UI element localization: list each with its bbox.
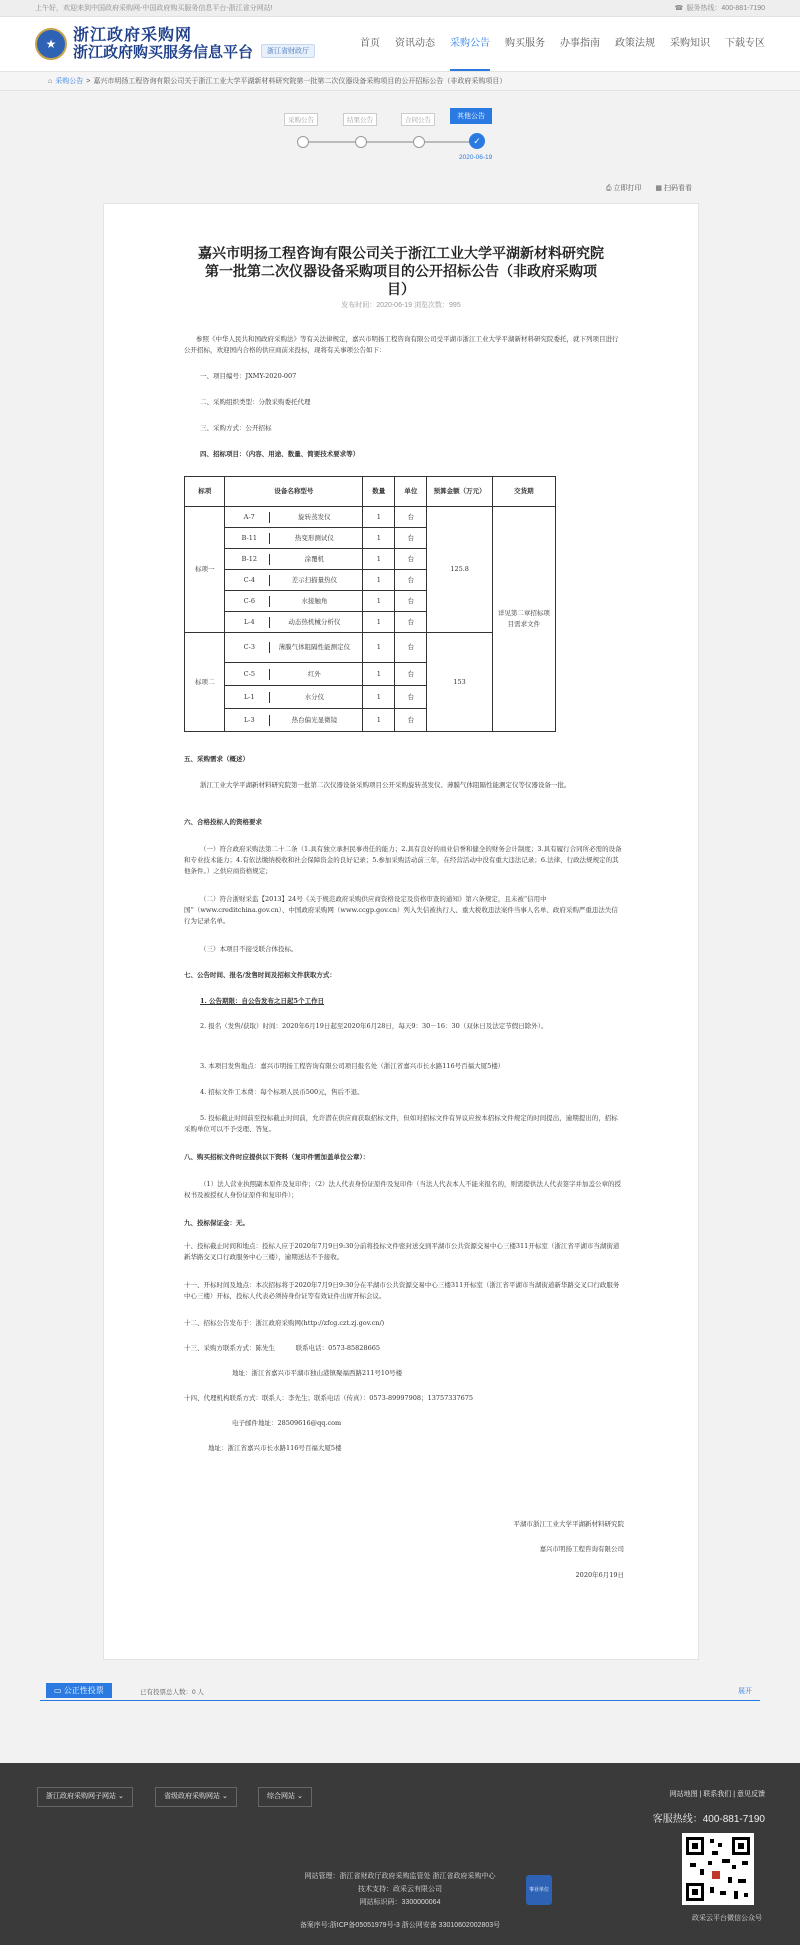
chevron-down-icon: ⌄ bbox=[117, 1793, 124, 1800]
item-unit: 台 bbox=[395, 591, 427, 612]
expand-link[interactable]: 展开 bbox=[738, 1688, 752, 1695]
section-9: 九、投标保证金：无。 bbox=[184, 1219, 249, 1227]
footer-btn-label: 综合网站 bbox=[267, 1793, 295, 1800]
item-code: B-11 bbox=[229, 533, 270, 544]
site-header bbox=[0, 17, 800, 71]
footer-provincial-dropdown[interactable] bbox=[155, 1787, 237, 1807]
section-14-email[interactable]: 电子邮件地址：28509616@qq.com bbox=[232, 1419, 342, 1427]
item-name: 差示扫描量热仪 bbox=[291, 575, 338, 584]
nav-download[interactable]: 下载专区 bbox=[725, 38, 765, 49]
bid-group-2: 标项二 bbox=[185, 633, 225, 732]
nav-announcements[interactable]: 采购公告 bbox=[450, 17, 490, 71]
doc-meta: 发布时间：2020-06-19 浏览次数：995 bbox=[341, 302, 461, 309]
section-13: 十三、采购方联系方式：陈先生 联系电话：0573-85828665 bbox=[184, 1344, 380, 1352]
section-1: 一、项目编号：JXMY-2020-007 bbox=[200, 372, 297, 380]
item-name: 旋转蒸发仪 bbox=[298, 512, 331, 521]
nav-news[interactable]: 资讯动态 bbox=[395, 38, 435, 49]
signature-org-2: 嘉兴市明扬工程咨询有限公司 bbox=[539, 1545, 624, 1553]
site-title-2: 浙江政府购买服务信息平台 bbox=[73, 44, 254, 61]
emblem-icon: ★ bbox=[35, 28, 67, 60]
item-name: 水接触角 bbox=[301, 596, 328, 605]
item-unit: 台 bbox=[395, 549, 427, 570]
breadcrumb bbox=[0, 71, 800, 91]
gov-badge-text: 事业单位 bbox=[528, 1887, 549, 1893]
nav-guide[interactable]: 办事指南 bbox=[560, 38, 600, 49]
nav-home[interactable]: 首页 bbox=[360, 38, 380, 49]
check-icon[interactable]: ✓ bbox=[469, 133, 485, 149]
site-logo[interactable] bbox=[35, 27, 315, 61]
section-7-time: 2. 报名（发售/获取）时间：2020年6月19日起至2020年6月28日，每天9：30－16：30（双休日及法定节假日除外）。 bbox=[200, 1022, 548, 1030]
item-qty: 1 bbox=[363, 612, 395, 633]
step-label-4-active[interactable]: 其他公告 bbox=[450, 108, 492, 124]
item-unit: 台 bbox=[395, 633, 427, 663]
item-unit: 台 bbox=[395, 663, 427, 686]
item-code: A-7 bbox=[229, 512, 270, 523]
top-bar bbox=[0, 0, 800, 17]
section-7-period: 1. 公告期限：自公告发布之日起5个工作日 bbox=[200, 997, 325, 1005]
item-qty: 1 bbox=[363, 633, 395, 663]
item-qty: 1 bbox=[363, 663, 395, 686]
phone-icon: ☎ bbox=[674, 5, 684, 12]
footer-links[interactable]: 网站地图 | 联系我们 | 意见反馈 bbox=[669, 1791, 765, 1798]
top-hotline-text: 服务热线：400-881-7190 bbox=[686, 5, 765, 12]
step-connector bbox=[423, 141, 471, 143]
section-7-note: 5. 投标截止时间前至投标截止时间前，允许潜在供应商获取招标文件，但如对招标文件有异议应按本招标文件规定的时间提出，逾期提出的，招标采购单位可以不予受理、答复。 bbox=[184, 1114, 618, 1133]
signature-date: 2020年6月19日 bbox=[575, 1571, 624, 1579]
doc-title-line: 嘉兴市明扬工程咨询有限公司关于浙江工业大学平湖新材料研究院 bbox=[198, 245, 604, 261]
top-hotline bbox=[675, 3, 765, 13]
item-unit: 台 bbox=[395, 528, 427, 549]
scan-label: 扫码看看 bbox=[664, 185, 692, 192]
chat-icon: ▭ bbox=[54, 1686, 62, 1695]
item-qty: 1 bbox=[363, 570, 395, 591]
gov-badge-icon[interactable] bbox=[526, 1875, 552, 1905]
item-code: C-6 bbox=[229, 596, 270, 607]
section-6-item-2: （二）符合浙财采监【2013】24号《关于规范政府采购供应商资格设定及资格审查的通知》第六条规定，且未被“信用中国”（www.creditchina.gov.cn）、中国政府采购网（www.ccgp.gov.cn）列入失信被执行人、重大税收违法案件当事人名单、政府采购严重违法失信行为记录名单。 bbox=[184, 895, 618, 925]
home-icon[interactable]: ⌂ bbox=[48, 77, 53, 85]
item-unit: 台 bbox=[395, 507, 427, 528]
step-label-1[interactable]: 采购公告 bbox=[284, 113, 318, 126]
welcome-text: 上午好，欢迎来到中国政府采购网-中国政府购买服务信息平台-浙江省分网站! bbox=[35, 5, 273, 12]
qr-caption: 政采云平台微信公众号 bbox=[692, 1915, 762, 1922]
intro-paragraph: 参照《中华人民共和国政府采购法》等有关法律规定，嘉兴市明扬工程咨询有限公司受平湖市浙江工业大学平湖新材料研究院委托，就下列项目进行公开招标，欢迎国内合格的供应商前来投标，现将有关事项公告如下： bbox=[184, 335, 619, 354]
step-dot-2[interactable] bbox=[355, 136, 367, 148]
doc-actions bbox=[606, 183, 692, 193]
section-14-address: 地址：浙江省嘉兴市长水路116号百福大厦5楼 bbox=[208, 1444, 342, 1452]
item-name: 热变形测试仪 bbox=[294, 533, 334, 542]
section-4: 四、招标项目：（内容、用途、数量、简要技术要求等） bbox=[200, 450, 360, 458]
table-header: 设备名称型号 bbox=[225, 477, 363, 507]
footer-tech-support: 技术支持：政采云有限公司 bbox=[358, 1886, 442, 1893]
qr-icon: ▦ bbox=[655, 185, 663, 192]
footer-site-id: 网站标识码：3300000064 bbox=[359, 1899, 441, 1906]
nav-policy[interactable]: 政策法规 bbox=[615, 38, 655, 49]
section-8: 八、购买招标文件时应提供以下资料（复印件需加盖单位公章）： bbox=[184, 1153, 370, 1161]
step-dot-1[interactable] bbox=[297, 136, 309, 148]
breadcrumb-root[interactable]: 采购公告 bbox=[55, 78, 84, 85]
step-date: 2020-06-19 bbox=[459, 154, 493, 161]
announcement-document bbox=[103, 203, 699, 1660]
print-button[interactable] bbox=[606, 183, 642, 193]
site-footer bbox=[0, 1763, 800, 1945]
site-title-1: 浙江政府采购网 bbox=[73, 27, 193, 44]
doc-title-line: 第一批第二次仪器设备采购项目的公开招标公告（非政府采购项 bbox=[205, 263, 597, 279]
item-name: 水分仪 bbox=[304, 692, 325, 701]
main-nav bbox=[345, 17, 765, 71]
footer-icp[interactable]: 备案序号:浙ICP备05051979号-3 浙公网安备 33010602002803号 bbox=[299, 1922, 501, 1929]
breadcrumb-separator: > bbox=[86, 77, 91, 85]
item-code: L-1 bbox=[229, 692, 270, 703]
footer-btn-label: 省级政府采购网站 bbox=[164, 1793, 220, 1800]
table-header: 交货期 bbox=[492, 477, 555, 507]
section-6: 六、合格投标人的资格要求 bbox=[184, 818, 262, 826]
item-name: 热台偏光显微镜 bbox=[291, 715, 338, 724]
breadcrumb-current: 嘉兴市明扬工程咨询有限公司关于浙江工业大学平湖新材料研究院第一批第二次仪器设备采购项目的公开招标公告（非政府采购项目） bbox=[93, 78, 507, 85]
table-row bbox=[185, 507, 556, 528]
step-label-2[interactable]: 结果公告 bbox=[343, 113, 377, 126]
doc-title-line: 目） bbox=[387, 281, 415, 297]
budget-1: 125.8 bbox=[427, 507, 492, 633]
vote-count: 已有投票总人数：0 人 bbox=[140, 1689, 204, 1696]
table-header: 预算金额（万元） bbox=[427, 477, 492, 507]
delivery-cell: 详见第二章招标项目需求文件 bbox=[492, 507, 555, 732]
section-5: 五、采购需求（概述） bbox=[184, 755, 249, 763]
section-5-body: 浙江工业大学平湖新材料研究院第一批第二次仪器设备采购项目公开采购旋转蒸发仪、薄膜气体阻隔性能测定仪等仪器设备一批。 bbox=[200, 781, 571, 789]
item-name: 涂覆机 bbox=[304, 554, 325, 563]
item-name: 薄膜气体阻隔性能测定仪 bbox=[278, 643, 351, 651]
section-13-address: 地址：浙江省嘉兴市平湖市独山港镇聚福西路211号10号楼 bbox=[232, 1369, 403, 1377]
step-connector bbox=[365, 141, 413, 143]
section-14: 十四、代理机构联系方式：联系人：李先生；联系电话（传真）：0573-89997908；13757337675 bbox=[184, 1394, 474, 1402]
printer-icon: ⎙ bbox=[605, 185, 612, 192]
item-unit: 台 bbox=[395, 709, 427, 732]
item-code: L-3 bbox=[229, 715, 270, 726]
item-qty: 1 bbox=[363, 709, 395, 732]
section-11: 十一、开标时间及地点：本次招标将于2020年7月9日9:30分在平湖市公共资源交易中心三楼311开标室（浙江省平湖市当湖街道新华路交叉口行政服务中心三楼）开标，投标人代表必须持身份证等有效证件出席开标会议。 bbox=[184, 1281, 620, 1300]
footer-btn-label: 浙江政府采购网子网站 bbox=[46, 1793, 116, 1800]
section-7-fee: 4. 招标文件工本费：每个标项人民币500元，售后不退。 bbox=[200, 1088, 364, 1096]
step-connector bbox=[307, 141, 355, 143]
section-7: 七、公告时间、报名/发售时间及招标文件获取方式： bbox=[184, 971, 336, 979]
item-code: C-5 bbox=[229, 669, 270, 680]
item-qty: 1 bbox=[363, 507, 395, 528]
item-code: L-4 bbox=[229, 617, 270, 628]
scan-button[interactable] bbox=[655, 183, 692, 193]
step-dot-3[interactable] bbox=[413, 136, 425, 148]
bid-group-1: 标项一 bbox=[185, 507, 225, 633]
footer-general-dropdown[interactable] bbox=[258, 1787, 312, 1807]
vote-bar bbox=[40, 1681, 760, 1699]
item-unit: 台 bbox=[395, 612, 427, 633]
item-qty: 1 bbox=[363, 686, 395, 709]
footer-subsites-dropdown[interactable] bbox=[37, 1787, 133, 1807]
item-qty: 1 bbox=[363, 591, 395, 612]
footer-hotline: 客服热线：400-881-7190 bbox=[652, 1814, 765, 1825]
item-code: C-3 bbox=[229, 642, 270, 653]
vote-title-text: 公正性投票 bbox=[63, 1686, 104, 1695]
item-name: 红外 bbox=[307, 669, 321, 678]
budget-2: 153 bbox=[427, 633, 492, 732]
vote-divider bbox=[40, 1700, 760, 1701]
table-header: 标项 bbox=[185, 477, 225, 507]
section-2: 二、采购组织类型：分散采购委托代理 bbox=[200, 398, 311, 406]
footer-management: 网站管理：浙江省财政厅政府采购监管处 浙江省政府采购中心 bbox=[304, 1873, 496, 1880]
item-unit: 台 bbox=[395, 570, 427, 591]
section-6-item-3: （三）本项目不接受联合体投标。 bbox=[200, 945, 298, 953]
table-header: 单位 bbox=[395, 477, 427, 507]
item-code: B-12 bbox=[229, 554, 270, 565]
table-header: 数量 bbox=[363, 477, 395, 507]
section-7-location: 3. 本项目发售地点：嘉兴市明扬工程咨询有限公司项目报名处（浙江省嘉兴市长水路116号百福大厦5楼） bbox=[200, 1062, 505, 1070]
item-name: 动态热机械分析仪 bbox=[288, 617, 341, 626]
section-10: 十、投标截止时间和地点：投标人应于2020年7月9日9:30分前将投标文件密封送交到平湖市公共资源交易中心三楼311开标室（浙江省平湖市当湖街道新华路交叉口行政服务中心三楼），逾期送达不予接收。 bbox=[184, 1242, 620, 1261]
section-8-body: （1）法人营业执照副本原件及复印件；（2）法人代表身份证原件及复印件（当法人代表本人不能来报名的，则需提供法人代表签字并加盖公章的授权书及被授权人身份证原件和复印件）； bbox=[184, 1180, 622, 1199]
signature-org-1: 平湖市浙江工业大学平湖新材料研究院 bbox=[513, 1520, 624, 1528]
item-code: C-4 bbox=[229, 575, 270, 586]
vote-title[interactable] bbox=[46, 1683, 112, 1698]
step-label-3[interactable]: 合同公告 bbox=[401, 113, 435, 126]
nav-services[interactable]: 购买服务 bbox=[505, 38, 545, 49]
chevron-down-icon: ⌄ bbox=[296, 1793, 303, 1800]
bid-table bbox=[184, 476, 556, 732]
qr-code-image bbox=[682, 1833, 754, 1905]
item-qty: 1 bbox=[363, 528, 395, 549]
section-3: 三、采购方式：公开招标 bbox=[200, 424, 272, 432]
section-12: 十二、招标公告发布于：浙江政府采购网(http://zfcg.czt.zj.gov.cn/) bbox=[184, 1319, 385, 1327]
item-qty: 1 bbox=[363, 549, 395, 570]
item-unit: 台 bbox=[395, 686, 427, 709]
nav-knowledge[interactable]: 采购知识 bbox=[670, 38, 710, 49]
doc-title bbox=[104, 244, 698, 298]
province-tag: 浙江省财政厅 bbox=[261, 44, 315, 58]
table-cell bbox=[225, 507, 363, 528]
print-label: 立即打印 bbox=[613, 185, 642, 192]
chevron-down-icon: ⌄ bbox=[221, 1793, 228, 1800]
section-6-item-1: （一）符合政府采购法第二十二条（1.具有独立承担民事责任的能力；2.具有良好的商业信誉和健全的财务会计制度；3.具有履行合同所必需的设备和专业技术能力；4.有依法缴纳税收和社会保障资金的良好记录；5.参加采购活动前三年，在经营活动中没有重大违法记录；6.法律、行政法规规定的其他条件。）之供应商资格规定； bbox=[184, 845, 622, 875]
